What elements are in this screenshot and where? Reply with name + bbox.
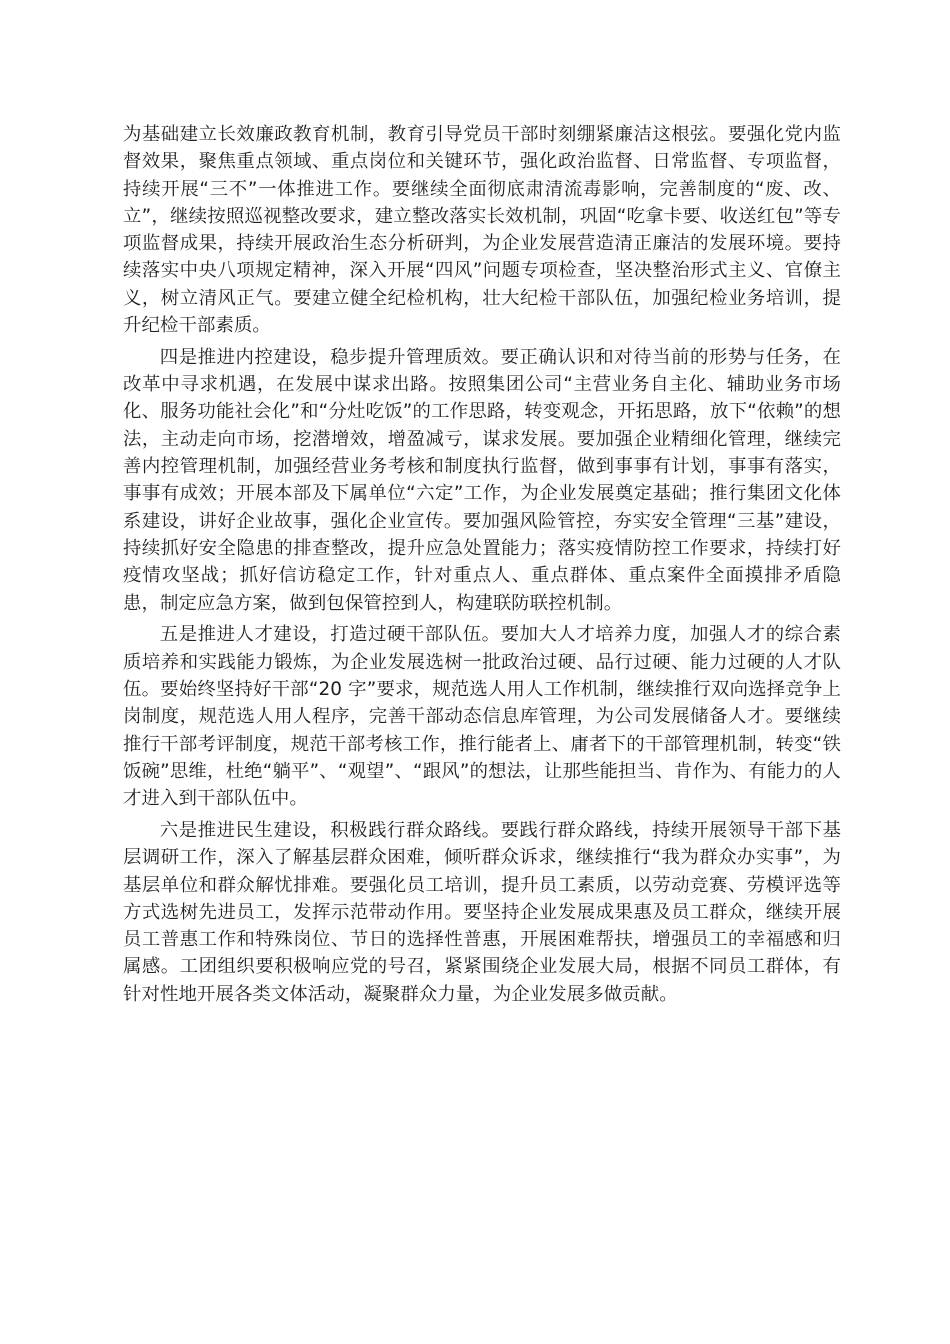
paragraph-continuation: 为基础建立长效廉政教育机制，教育引导党员干部时刻绷紧廉洁这根弦。要强化党内监督效果，聚焦重点领域、重点岗位和关键环节，强化政治监督、日常监督、专项监督，持续开展“三不”一体推进工作。要继续全面彻底肃清流毒影响，完善制度的“废、改、立”，继续按照巡视整改要求，建立整改落实长效机制，巩固“吃拿卡要、收送红包”等专项监督成果，持续开展政治生态分析研判，为企业发展营造清正廉洁的发展环境。要持续落实中央八项规定精神，深入开展“四风”问题专项检查，坚决整治形式主义、官僚主义，树立清风正气。要建立健全纪检机构，壮大纪检干部队伍，加强纪检业务培训，提升纪检干部素质。 <box>123 124 841 337</box>
paragraph-livelihood: 六是推进民生建设，积极践行群众路线。要践行群众路线，持续开展领导干部下基层调研工作，深入了解基层群众困难，倾听群众诉求，继续推行“我为群众办实事”，为基层单位和群众解忧排难。要强化员工培训，提升员工素质，以劳动竞赛、劳模评选等方式选树先进员工，发挥示范带动作用。要坚持企业发展成果惠及员工群众，继续开展员工普惠工作和特殊岗位、节日的选择性普惠，开展困难帮扶，增强员工的幸福感和归属感。工团组织要积极响应党的号召，紧紧围绕企业发展大局，根据不同员工群体，有针对性地开展各类文体活动，凝聚群众力量，为企业发展多做贡献。 <box>123 819 841 1005</box>
document-body <box>123 121 841 1008</box>
paragraph-internal-control: 四是推进内控建设，稳步提升管理质效。要正确认识和对待当前的形势与任务，在改革中寻求机遇，在发展中谋求出路。按照集团公司“主营业务自主化、辅助业务市场化、服务功能社会化”和“分灶吃饭”的工作思路，转变观念，开拓思路，放下“依赖”的想法，主动走向市场，挖潜增效，增盈减亏，谋求发展。要加强企业精细化管理，继续完善内控管理机制，加强经营业务考核和制度执行监督，做到事事有计划，事事有落实，事事有成效；开展本部及下属单位“六定”工作，为企业发展奠定基础；推行集团文化体系建设，讲好企业故事，强化企业宣传。要加强风险管控，夯实安全管理“三基”建设，持续抓好安全隐患的排查整改，提升应急处置能力；落实疫情防控工作要求，持续打好疫情攻坚战；抓好信访稳定工作，针对重点人、重点群体、重点案件全面摸排矛盾隐患，制定应急方案，做到包保管控到人，构建联防联控机制。 <box>123 346 841 614</box>
paragraph-talent: 五是推进人才建设，打造过硬干部队伍。要加大人才培养力度，加强人才的综合素质培养和实践能力锻炼，为企业发展选树一批政治过硬、品行过硬、能力过硬的人才队伍。要始终坚持好干部“20 字”要求，规范选人用人工作机制，继续推行双向选择竞争上岗制度，规范选人用人程序，完善干部动态信息库管理，为公司发展储备人才。要继续推行干部考评制度，规范干部考核工作，推行能者上、庸者下的干部管理机制，转变“铁饭碗”思维，杜绝“躺平”、“观望”、“跟风”的想法，让那些能担当、肯作为、有能力的人才进入到干部队伍中。 <box>123 624 841 810</box>
